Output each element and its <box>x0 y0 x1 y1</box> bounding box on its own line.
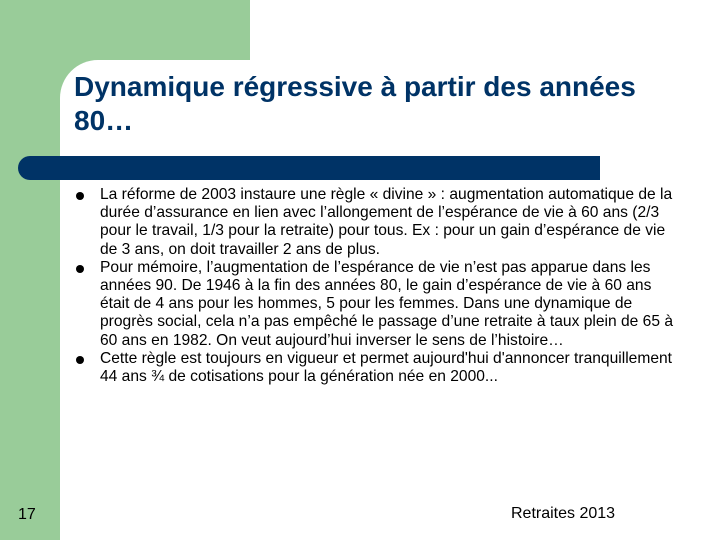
slide-number: 17 <box>18 506 36 523</box>
bullet-item <box>74 350 674 386</box>
bullet-text: La réforme de 2003 instaure une règle « divine » : augmentation automatique de la durée d’assurance en lien avec l’allongement de l’espérance de vie à 60 ans (2/3 pour le travail, 1/3 pour la retraite) pour tous. Ex : pour un gain d’espérance de vie de 3 ans, on doit travailler 2 ans de plus. <box>100 186 673 258</box>
title-underline-bar <box>18 156 600 180</box>
bullet-text: Pour mémoire, l’augmentation de l’espérance de vie n’est pas apparue dans les années 90. De 1946 à la fin des années 80, le gain d’espérance de vie à 60 ans était de 4 ans pour les hommes, 5 pour les femmes. Dans une dynamique de progrès social, cela n’a pas empêché le passage d’une retraite à taux plein de 65 à 60 ans en 1982. On veut aujourd’hui inverser le sens de l’histoire… <box>100 258 674 349</box>
decorative-green-strip <box>0 0 60 540</box>
bullet-item <box>74 186 674 259</box>
bullet-item <box>74 259 674 350</box>
bullet-dot-icon <box>76 265 84 273</box>
slide-title: Dynamique régressive à partir des années 80… <box>74 71 636 136</box>
bullet-dot-icon <box>76 356 84 364</box>
bullet-list <box>74 186 674 386</box>
bullet-dot-icon <box>76 192 84 200</box>
footer-text: Retraites 2013 <box>511 505 616 522</box>
bullet-text: Cette règle est toujours en vigueur et permet aujourd'hui d'annoncer tranquillement 44 ans ¾ de cotisations pour la génération née en 2000... <box>100 349 673 386</box>
